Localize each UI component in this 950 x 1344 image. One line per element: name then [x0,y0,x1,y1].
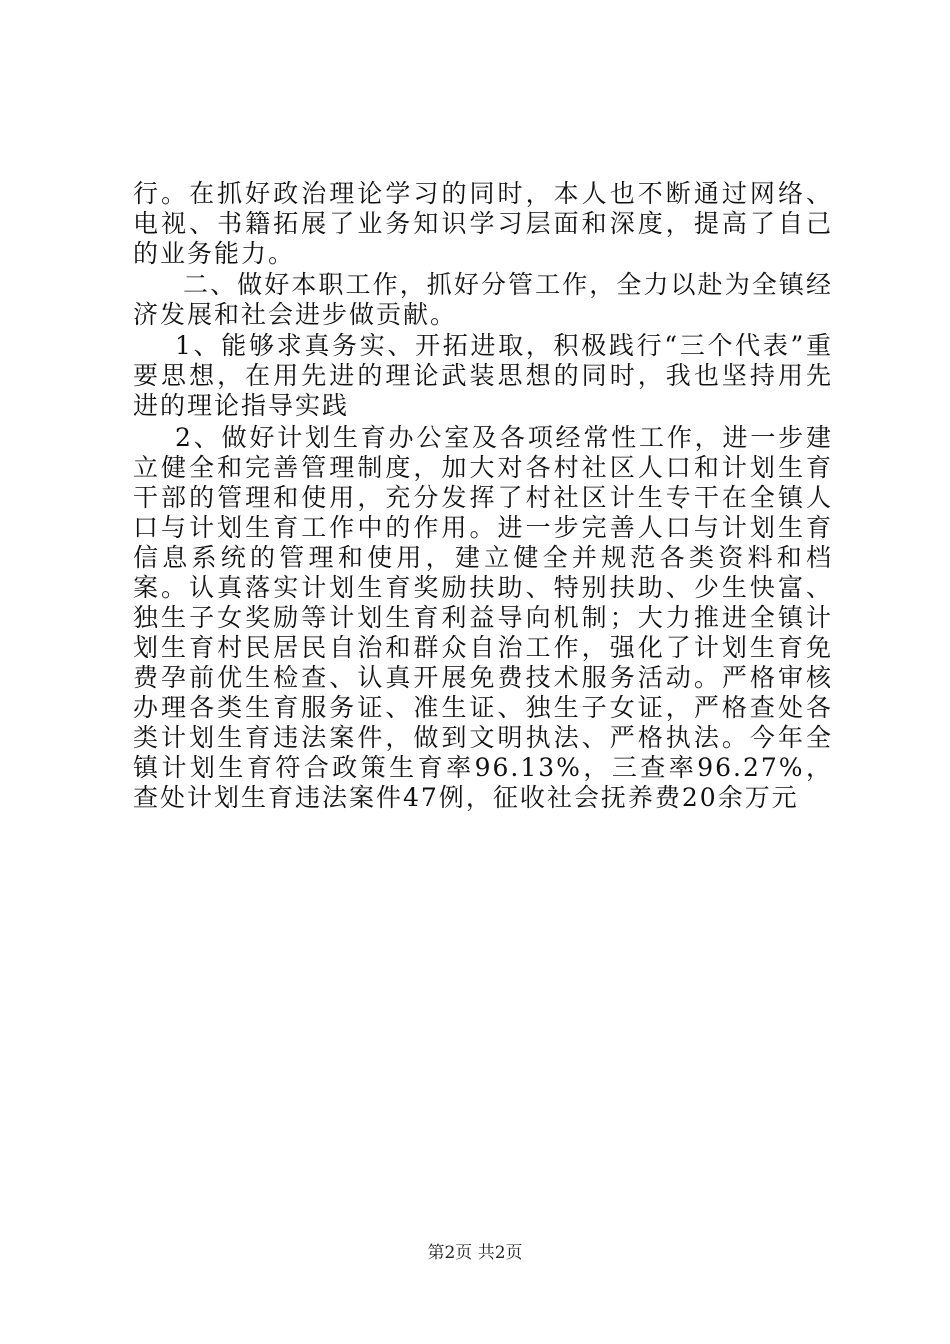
paragraph-item-1: 1、能够求真务实、开拓进取，积极践行“三个代表”重要思想，在用先进的理论武装思想的同时，我也坚持用先进的理论指导实践 [133,331,833,420]
section-heading-two: 二、做好本职工作，抓好分管工作，全力以赴为全镇经济发展和社会进步做贡献。 [133,270,833,329]
page-footer: 第2页 共2页 [427,1243,523,1263]
paragraph-continuation: 行。在抓好政治理论学习的同时，本人也不断通过网络、电视、书籍拓展了业务知识学习层面和深度，提高了自己的业务能力。 [133,179,833,268]
paragraph-item-2: 2、做好计划生育办公室及各项经常性工作，进一步建立健全和完善管理制度，加大对各村社区人口和计划生育干部的管理和使用，充分发挥了村社区计生专干在全镇人口与计划生育工作中的作用。进一步完善人口与计划生育信息系统的管理和使用，建立健全并规范各类资料和档案。认真落实计划生育奖励扶助、特别扶助、少生快富、独生子女奖励等计划生育利益导向机制；大力推进全镇计划生育村民居民自治和群众自治工作，强化了计划生育免费孕前优生检查、认真开展免费技术服务活动。严格审核办理各类生育服务证、准生证、独生子女证，严格查处各类计划生育违法案件，做到文明执法、严格执法。今年全镇计划生育符合政策生育率96.13%，三查率96.27%，查处计划生育违法案件47例，征收社会抚养费20余万元 [133,423,833,812]
